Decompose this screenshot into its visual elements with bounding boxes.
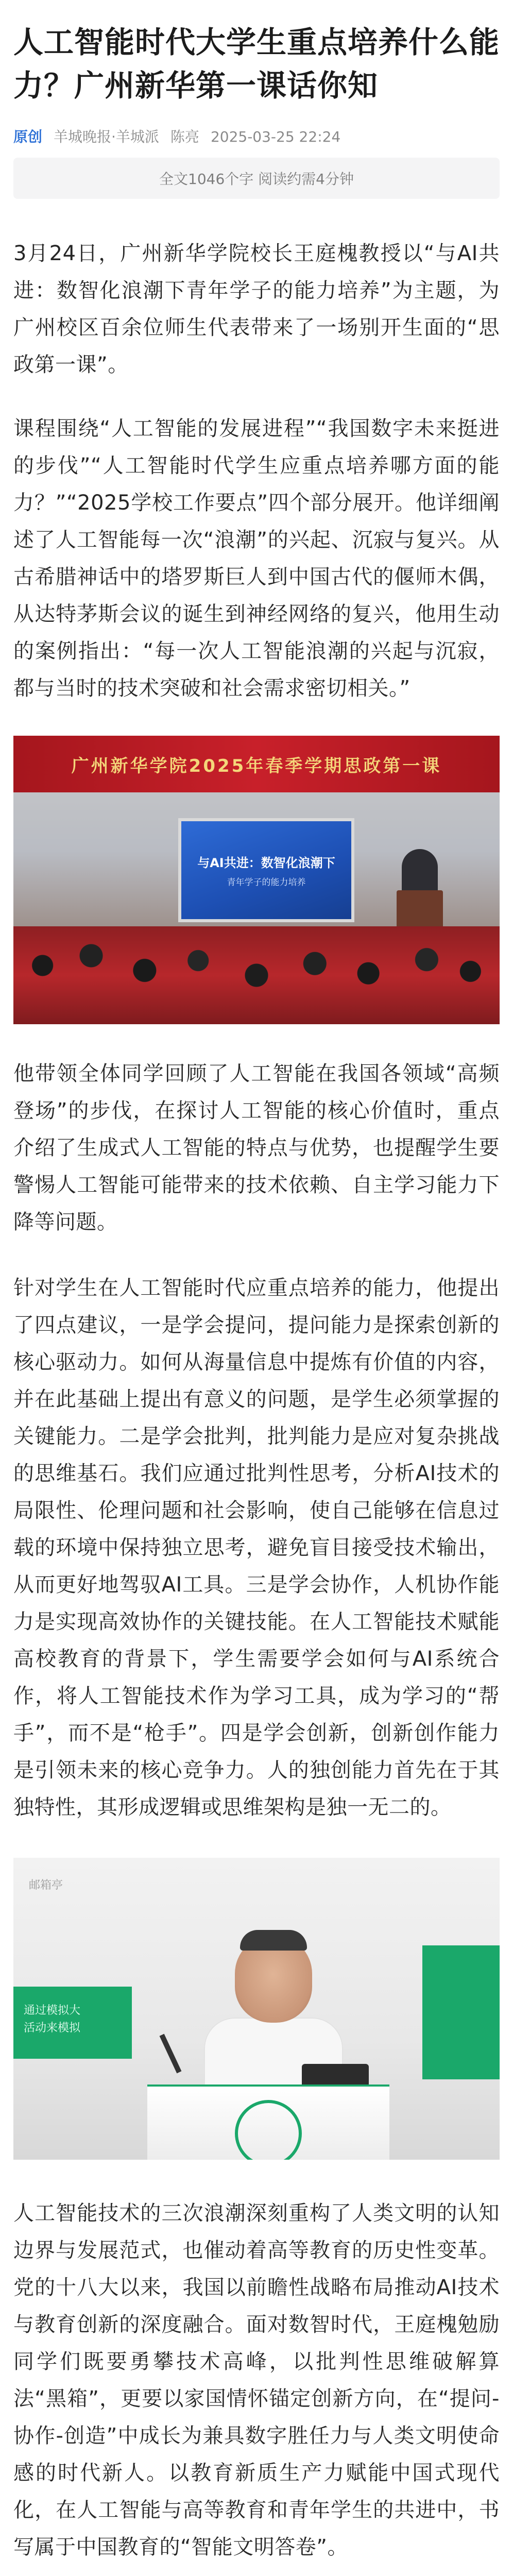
speaker-figure xyxy=(402,849,438,895)
paragraph-3: 他带领全体同学回顾了人工智能在我国各领域“高频登场”的步伐，在探讨人工智能的核心价值时，重点介绍了生成式人工智能的特点与优势，也提醒学生要警惕人工智能可能带来的技术依赖、自主学习能力下降等问题。 xyxy=(13,1062,500,1234)
paragraph-5: 人工智能技术的三次浪潮深刻重构了人类文明的认知边界与发展范式，也催动着高等教育的历史性变革。党的十八大以来，我国以前瞻性战略布局推动AI技术与教育创新的深度融合。面对数智时代，王庭槐勉励同学们既要勇攀技术高峰，以批判性思维破解算法“黑箱”，更要以家国情怀锚定创新方向，在“提问-协作-创造”中成长为兼具数字胜任力与人类文明使命感的时代新人。以教育新质生产力赋能中国式现代化，在人工智能与高等教育和青年学生的共进中，书写属于中国教育的“智能文明答卷”。 xyxy=(13,2201,500,2559)
word-count-text: 全文1046个字 阅读约需4分钟 xyxy=(159,171,354,188)
source-link[interactable]: 羊城晚报·羊城派 xyxy=(54,128,159,145)
word-count-bar xyxy=(13,158,500,199)
hall-banner-text: 广州新华学院2025年春季学期思政第一课 xyxy=(71,755,442,776)
green-board xyxy=(422,1945,500,2079)
microphone xyxy=(160,2034,182,2074)
speaker-photo[interactable] xyxy=(13,1858,500,2160)
publish-time: 2025-03-25 22:24 xyxy=(210,128,341,145)
paragraph-4: 针对学生在人工智能时代应重点培养的能力，他提出了四点建议，一是学会提问，提问能力是探索创新的核心驱动力。如何从海量信息中提炼有价值的内容，并在此基础上提出有意义的问题，是学生必须掌握的关键能力。二是学会批判，批判能力是应对复杂挑战的思维基石。我们应通过批判性思考，分析AI技术的局限性、伦理问题和社会影响，使自己能够在信息过载的环境中保持独立思考，避免盲目接受技术输出，从而更好地驾驭AI工具。三是学会协作，人机协作能力是实现高效协作的关键技能。在人工智能技术赋能高校教育的背景下，学生需要学会如何与AI系统合作，将人工智能技术作为学习工具，成为学习的“帮手”，而不是“枪手”。四是学会创新，创新创作能力是引领未来的核心竞争力。人的独创能力首先在于其独特性，其形成逻辑或思维架构是独一无二的。 xyxy=(13,1276,500,1819)
paragraph-1: 3月24日，广州新华学院校长王庭槐教授以“与AI共进：数智化浪潮下青年学子的能力培养”为主题，为广州校区百余位师生代表带来了一场别开生面的“思政第一课”。 xyxy=(13,242,500,377)
side-sign: 通过模拟大 活动来模拟 xyxy=(13,1987,132,2059)
paragraph-2: 课程围绕“人工智能的发展进程”“我国数字未来挺进的步伐”“人工智能时代学生应重点培养哪方面的能力？”“2025学校工作要点”四个部分展开。他详细阐述了人工智能每一次“浪潮”的兴起、沉寂与复兴。从古希腊神话中的塔罗斯巨人到中国古代的偃师木偶，从达特茅斯会议的诞生到神经网络的复兴，他用生动的案例指出：“每一次人工智能浪潮的兴起与沉寂，都与当时的技术突破和社会需求密切相关。” xyxy=(13,417,500,700)
hall-banner xyxy=(13,736,500,792)
audience-seats xyxy=(13,926,500,1024)
speaker-hair xyxy=(240,1930,307,1951)
article-meta xyxy=(13,128,500,146)
article-title: 人工智能时代大学生重点培养什么能力？广州新华第一课话你知 xyxy=(13,25,500,103)
screen-subtitle: 青年学子的能力培养 xyxy=(227,877,306,888)
photo-caption: 邮箱亭 xyxy=(29,1879,63,1892)
lecture-hall-photo[interactable] xyxy=(13,736,500,1024)
author-name: 陈亮 xyxy=(170,128,199,145)
screen-title: 与AI共进：数智化浪潮下 xyxy=(197,856,335,870)
projection-screen xyxy=(178,818,354,922)
original-tag: 原创 xyxy=(13,128,43,145)
